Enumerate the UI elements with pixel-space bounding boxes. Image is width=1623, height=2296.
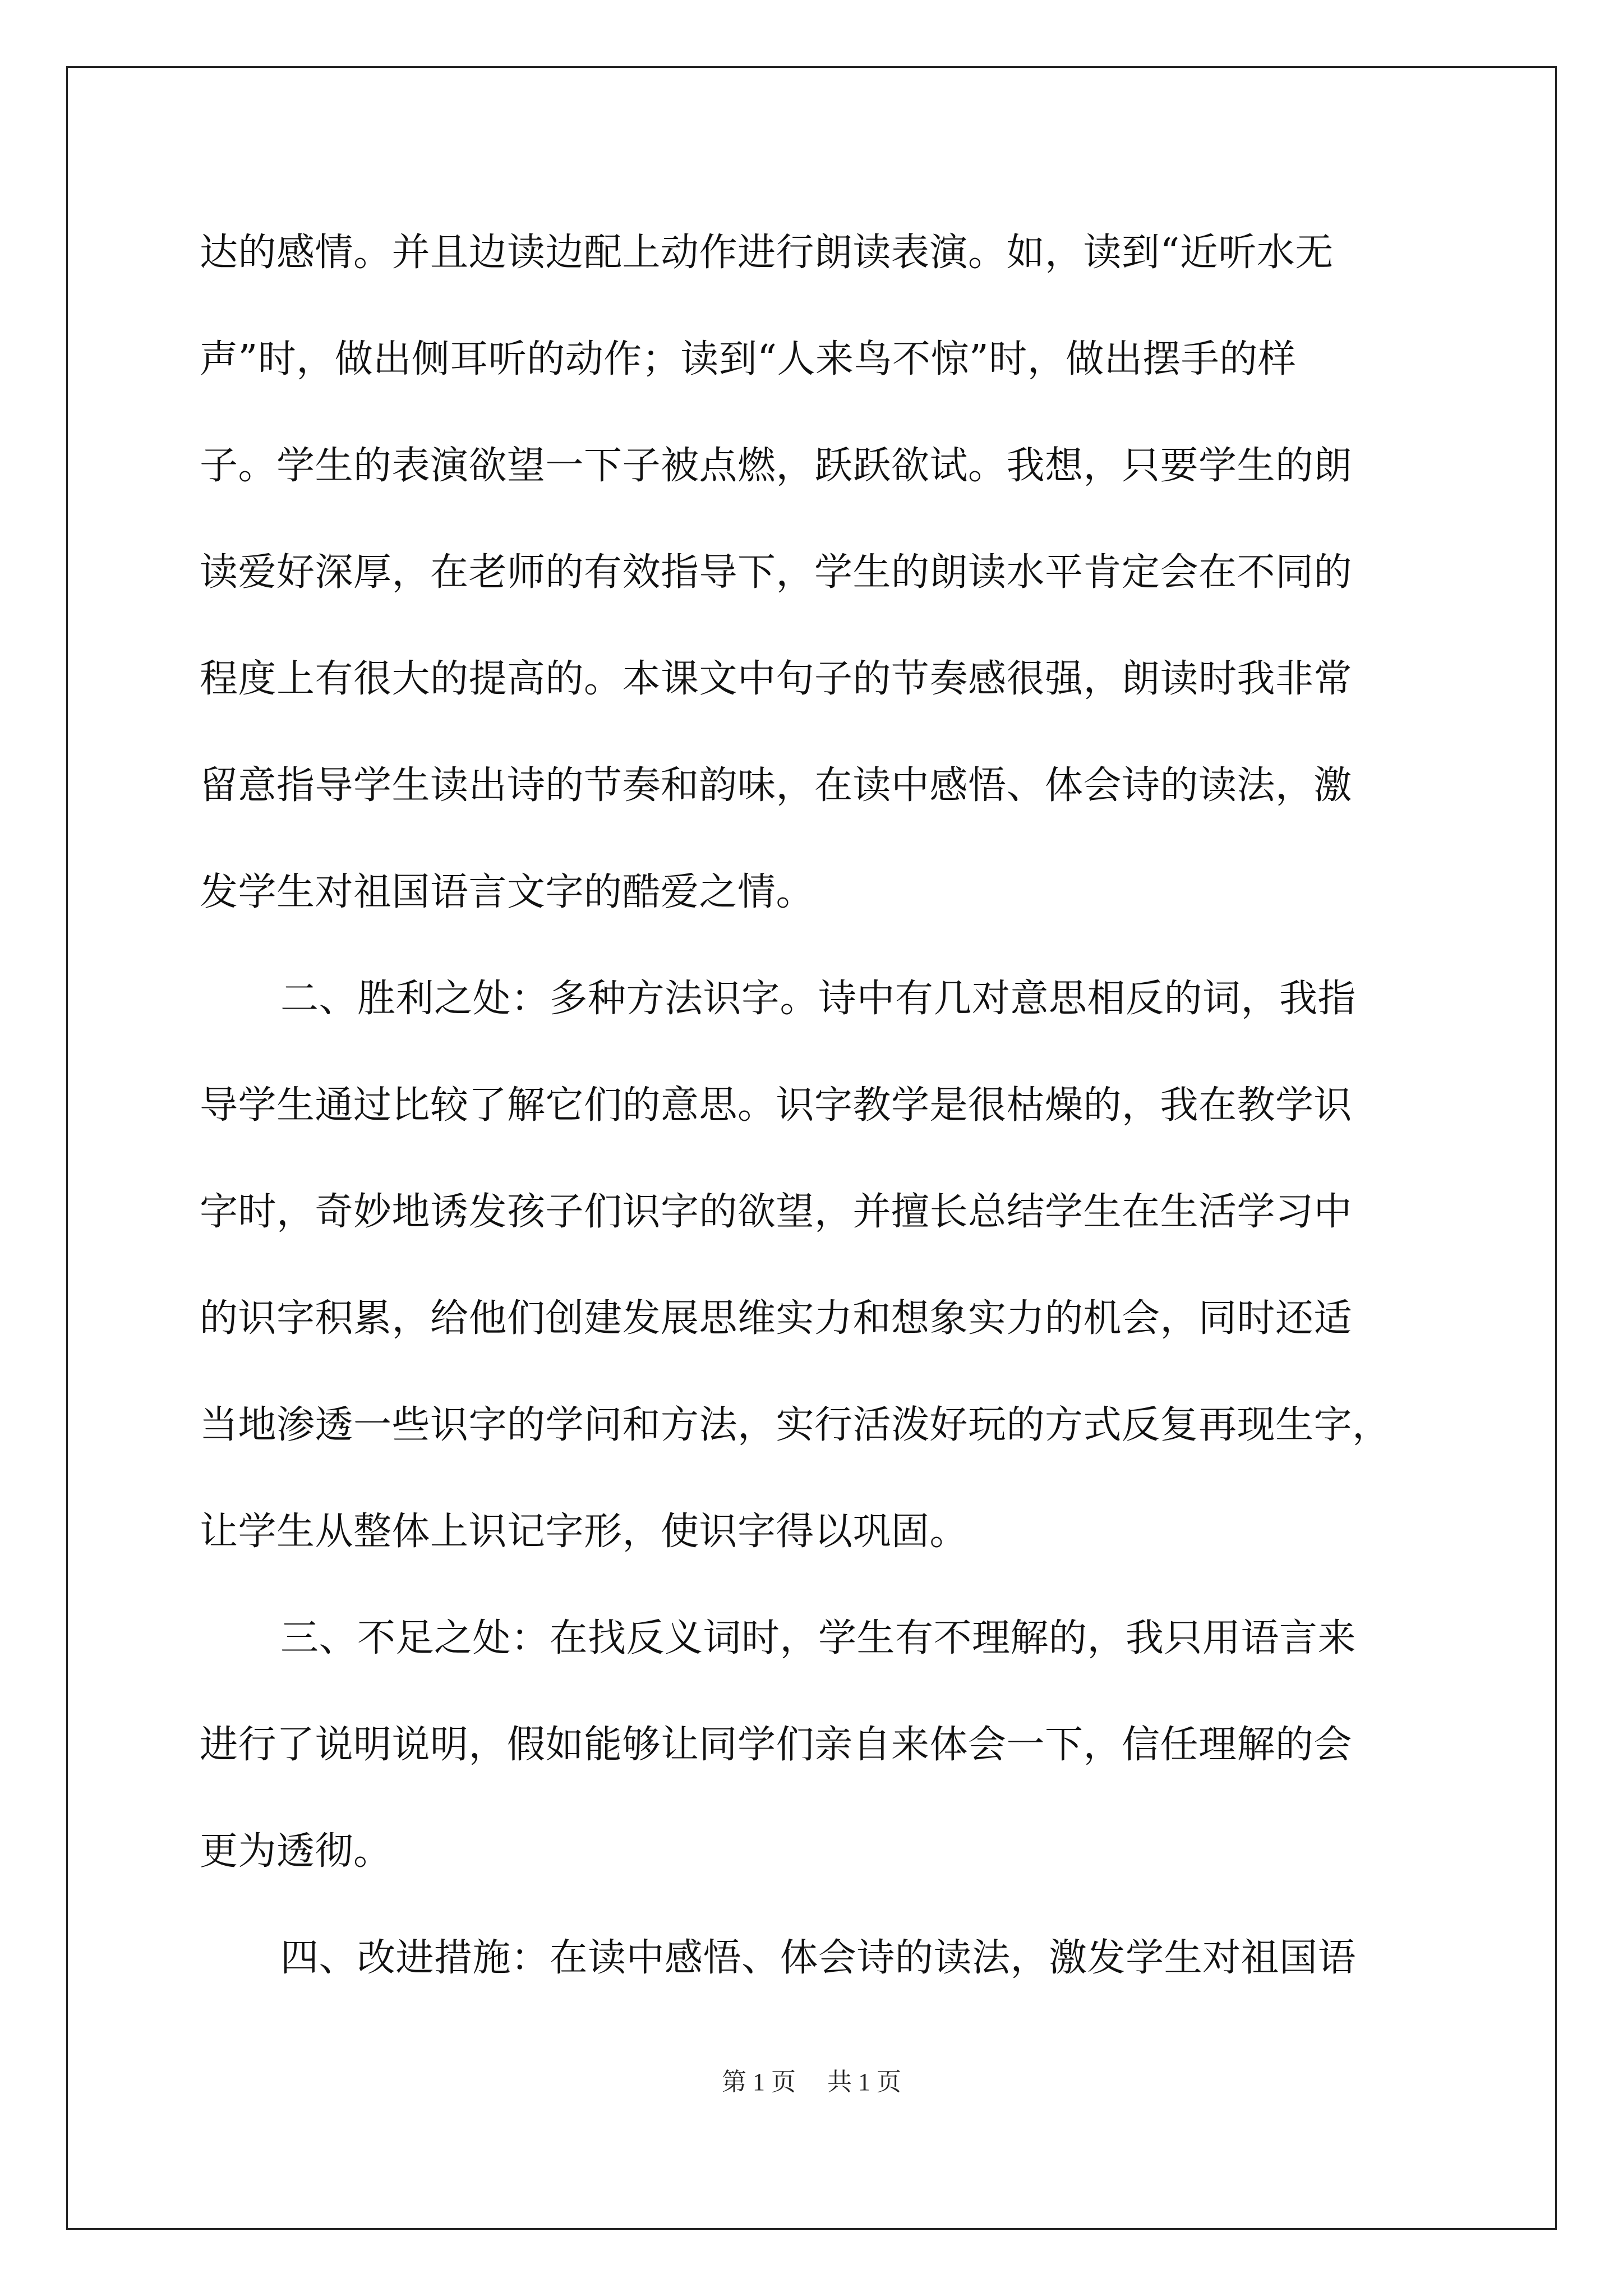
body-line-4: 读爱好深厚，在老师的有效指导下，学生的朗读水平肯定会在不同的 [200, 550, 1353, 595]
page-border [66, 66, 1557, 2230]
paragraph-four-heading-line: 四、改进措施：在读中感悟、体会诗的读法，激发学生对祖国语 [280, 1936, 1357, 1980]
body-line-3: 子。学生的表演欲望一下子被点燃，跃跃欲试。我想，只要学生的朗 [200, 444, 1353, 488]
body-line-1: 达的感情。并且边读边配上动作进行朗读表演。如，读到“近听水无 [200, 231, 1334, 275]
body-line-6: 留意指导学生读出诗的节奏和韵味，在读中感悟、体会诗的读法，激 [200, 763, 1353, 808]
paragraph-three-heading-line: 三、不足之处：在找反义词时，学生有不理解的，我只用语言来 [280, 1616, 1357, 1660]
body-line-9: 导学生通过比较了解它们的意思。识字教学是很枯燥的，我在教学识 [200, 1083, 1353, 1128]
body-line-7: 发学生对祖国语言文字的酷爱之情。 [200, 870, 815, 914]
body-line-12: 当地渗透一些识字的学问和方法，实行活泼好玩的方式反复再现生字， [200, 1403, 1391, 1447]
page-footer [0, 2065, 1623, 2099]
body-line-2: 声”时，做出侧耳听的动作；读到“人来鸟不惊”时，做出摆手的样 [200, 337, 1297, 381]
body-line-10: 字时，奇妙地诱发孩子们识字的欲望，并擅长总结学生在生活学习中 [200, 1190, 1353, 1234]
paragraph-two-heading-line: 二、胜利之处：多种方法识字。诗中有几对意思相反的词，我指 [280, 977, 1357, 1021]
body-line-15: 进行了说明说明，假如能够让同学们亲自来体会一下，信任理解的会 [200, 1723, 1353, 1767]
body-line-11: 的识字积累，给他们创建发展思维实力和想象实力的机会，同时还适 [200, 1296, 1353, 1341]
body-line-16: 更为透彻。 [200, 1829, 392, 1874]
page-number: 第 1 页 [722, 2068, 796, 2096]
total-pages: 共 1 页 [827, 2068, 901, 2096]
body-line-13: 让学生从整体上识记字形，使识字得以巩固。 [200, 1510, 969, 1554]
body-line-5: 程度上有很大的提高的。本课文中句子的节奏感很强，朗读时我非常 [200, 657, 1353, 701]
